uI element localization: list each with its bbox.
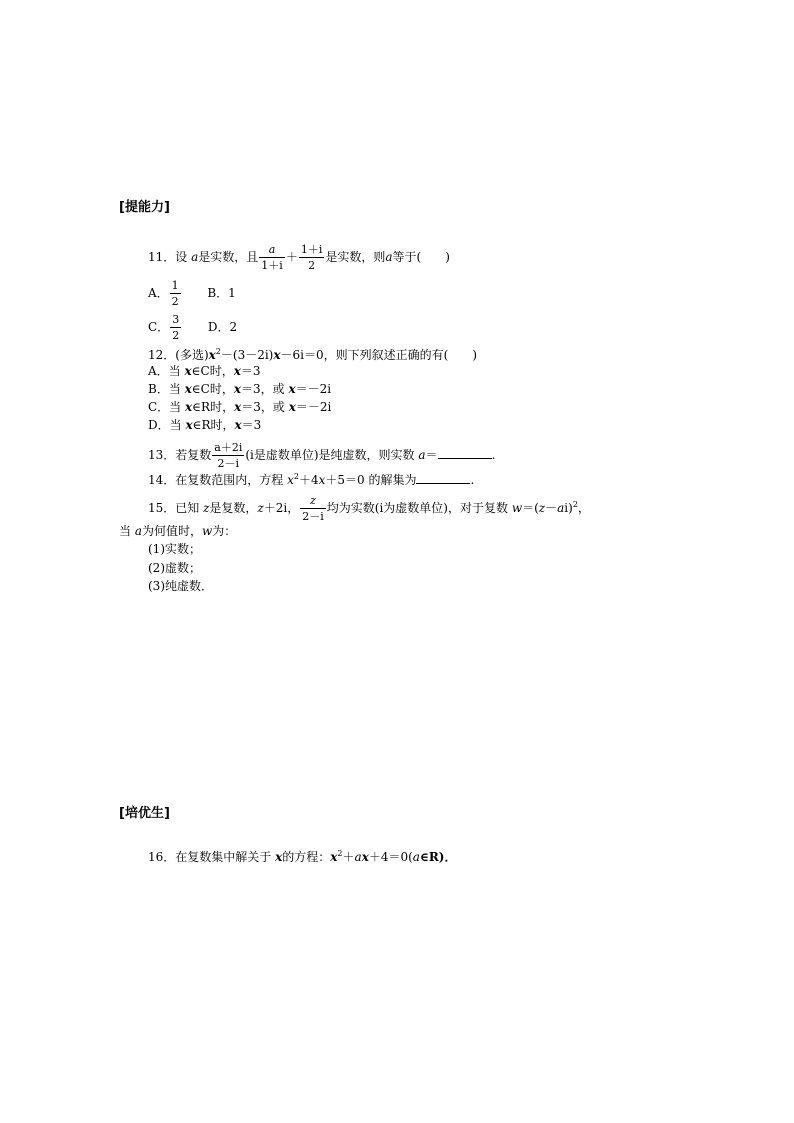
question-11-stem: 11．设 a是实数，且 $\frac{a}{1+i}$ ＋ $\frac{1+i}{2}$ 是实数，则a等于( ): [148, 243, 450, 272]
q11-options-cd: [148, 310, 237, 344]
q15-item-2: (2)虚数；: [148, 561, 201, 575]
q11-options-ab: [148, 276, 236, 310]
question-16: 16．在复数集中解关于 x的方程：$x^2+ax+4=0(a\in R)$．: [148, 849, 457, 864]
q15-item-3: (3)纯虚数．: [148, 579, 213, 593]
question-15-line-1: 15．已知 z是复数，z＋2i， $\frac{z}{2-i}$ 均为实数(i为虚数单位)，对于复数 $w=(z-ai)^2$，: [148, 494, 590, 523]
q11-number: 11．设: [148, 250, 188, 264]
q13-fraction: $\frac{a+2i}{2-i}$: [214, 441, 243, 470]
section-title-excellence: [培优生]: [119, 806, 170, 821]
question-12-stem: 12．(多选)$x^2-(3-2i)x-6i=0$，则下列叙述正确的有( ): [148, 347, 478, 362]
q11-fraction-1: $\frac{a}{1+i}$: [261, 243, 283, 272]
q11-option-d: D．2: [207, 320, 238, 334]
q13-answer-blank: [438, 446, 492, 459]
question-14: 14．在复数范围内，方程 $x^2+4x+5=0$ 的解集为 .: [148, 472, 475, 487]
section-title-ability: [提能力]: [119, 200, 170, 215]
q11-option-a: A． $\frac{1}{2}$: [148, 279, 179, 308]
q11-option-c: C． $\frac{3}{2}$: [148, 313, 180, 342]
q15-item-1: (1)实数；: [148, 542, 201, 556]
q12-option-d: D．当 x∈R时，x＝3: [148, 418, 262, 432]
question-13: 13．若复数 $\frac{a+2i}{2-i}$ (i是虚数单位)是纯虚数，则实数 a＝ .: [148, 441, 496, 470]
question-15-line-2: 当 a为何值时，w为：: [119, 524, 237, 538]
q11-fraction-2: $\frac{1+i}{2}$: [300, 243, 323, 272]
q12-option-b: B．当 x∈C时，x＝3，或 x＝－2i: [148, 382, 332, 396]
q12-option-a: A．当 x∈C时，x＝3: [148, 364, 261, 378]
q11-option-b: B．1: [207, 286, 236, 300]
q14-answer-blank: [416, 471, 470, 484]
q15-fraction: $\frac{z}{2-i}$: [302, 494, 324, 523]
q12-option-c: C．当 x∈R时，x＝3，或 x＝－2i: [148, 400, 332, 414]
